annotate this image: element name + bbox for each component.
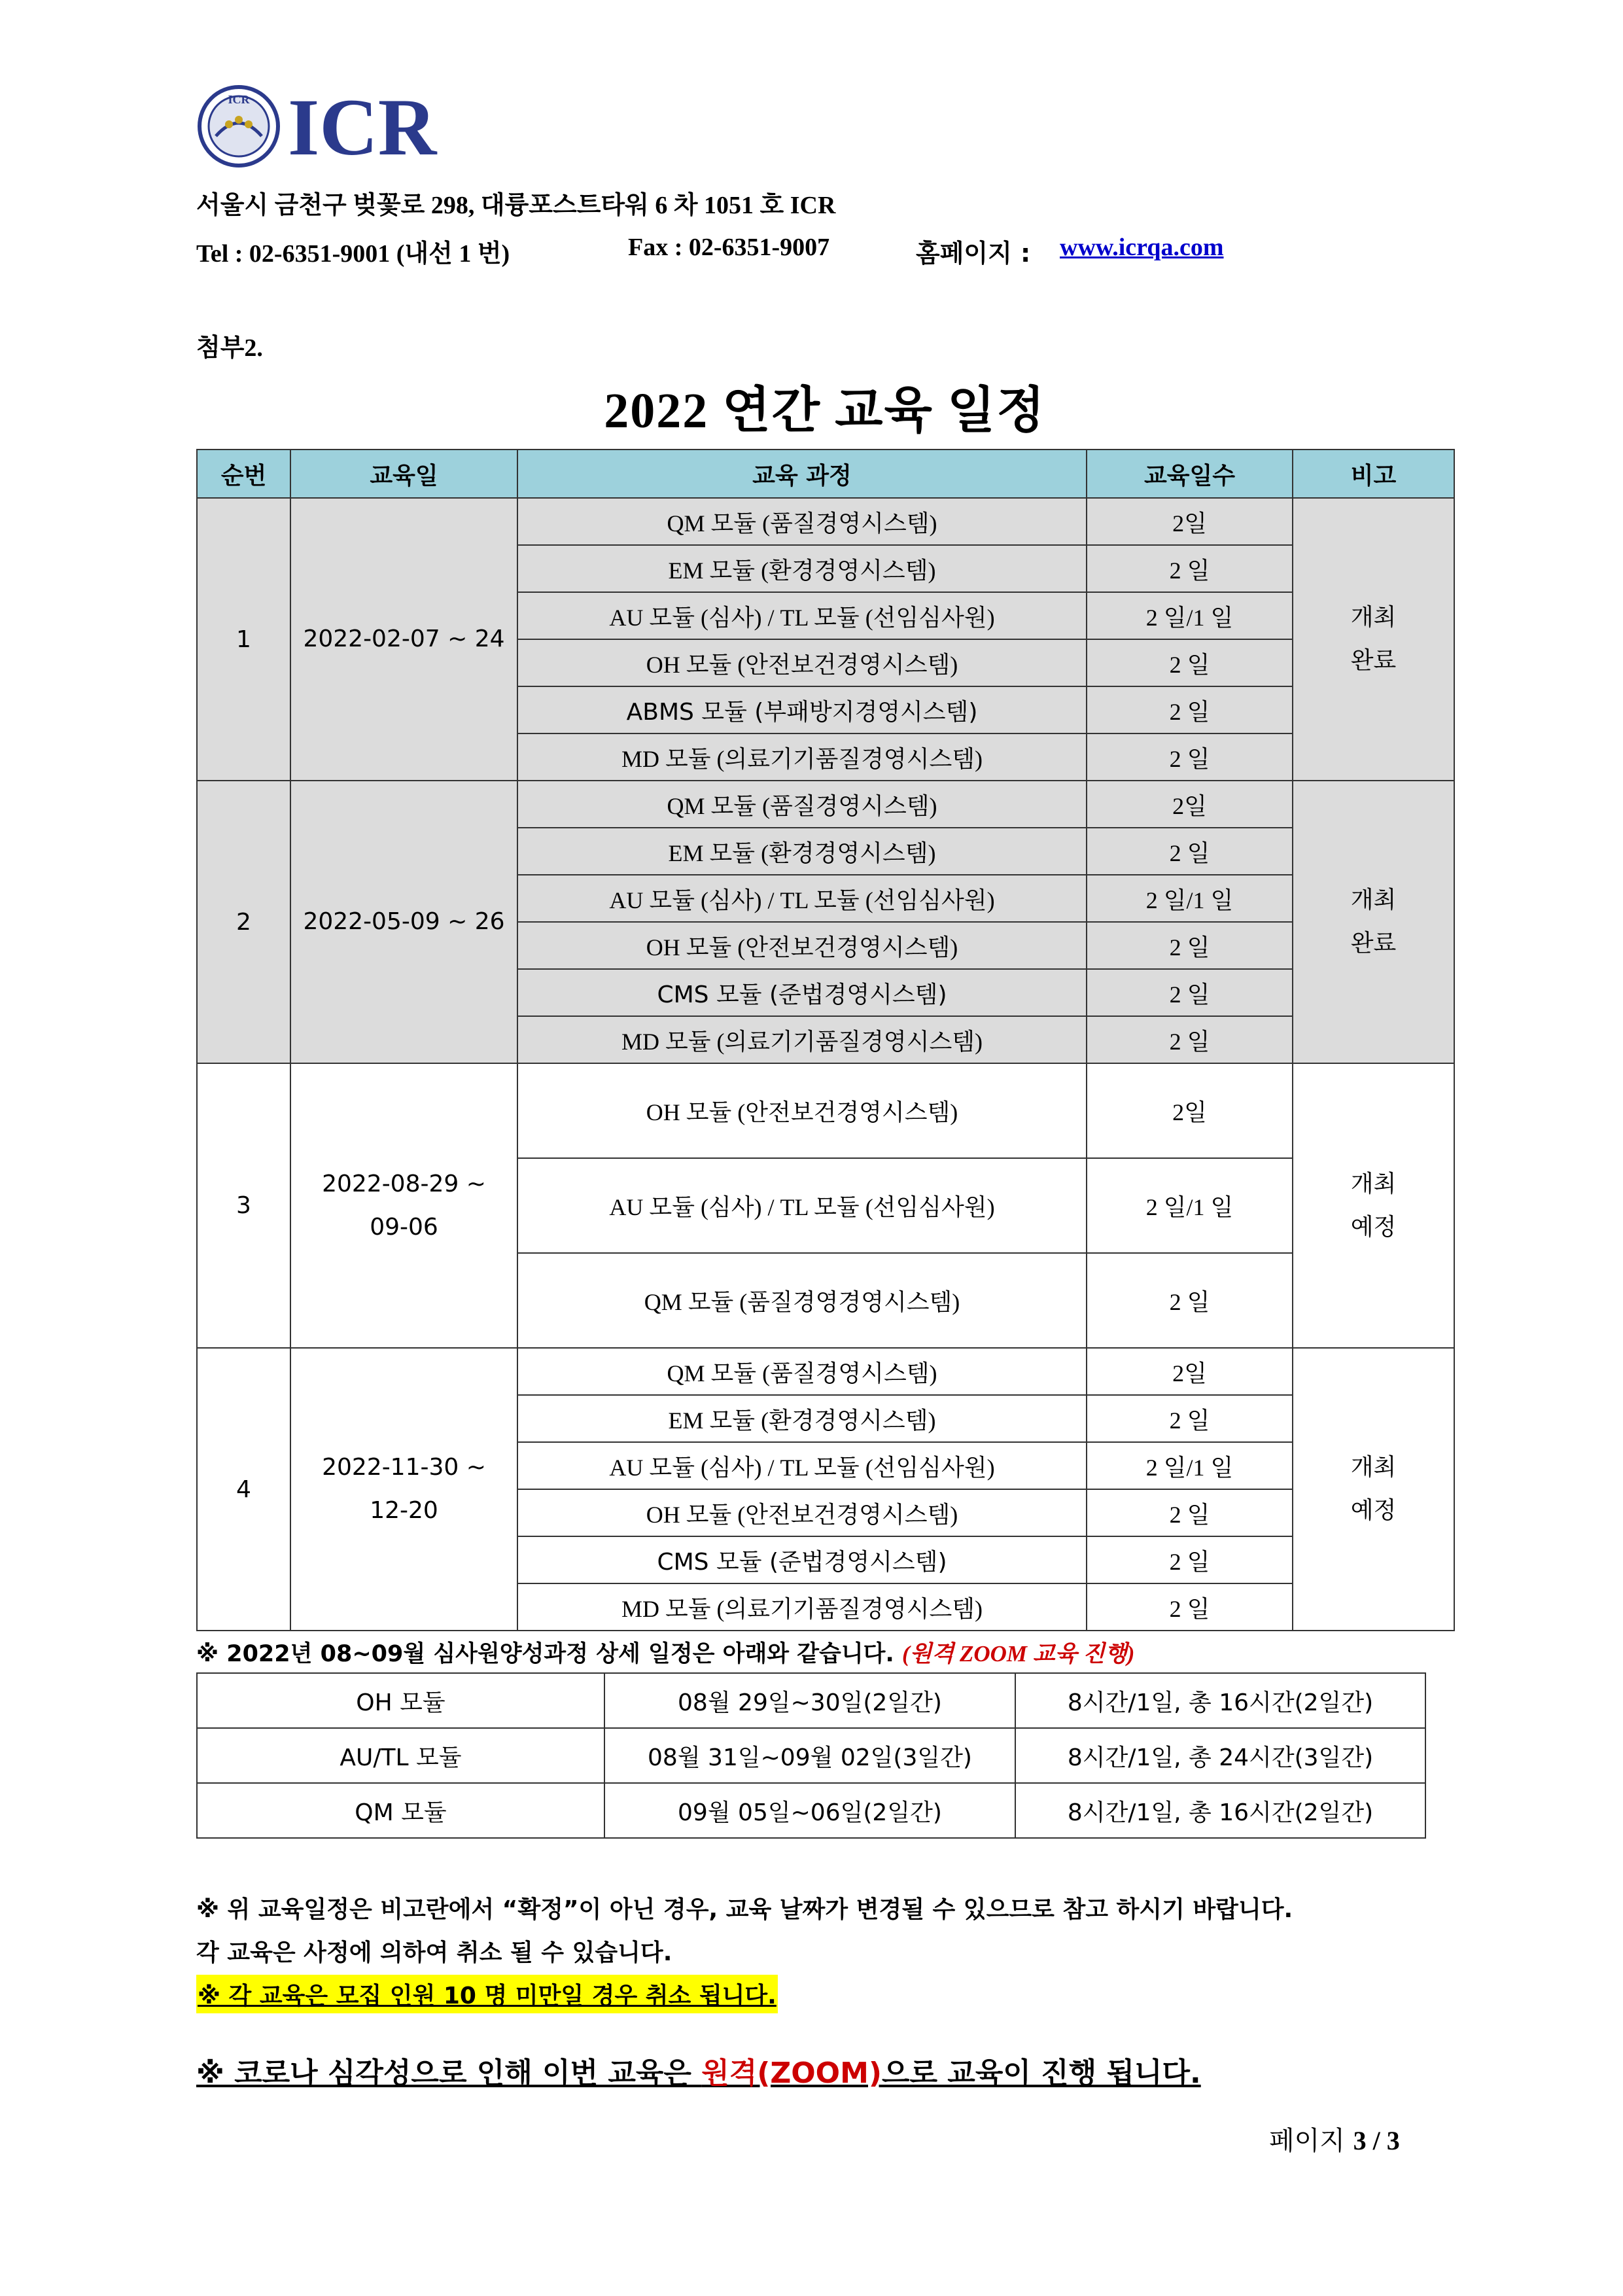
round-number: 2 [197, 781, 290, 1063]
course-name: EM 모듈 (환경경영시스템) [517, 1395, 1087, 1442]
course-days: 2 일 [1087, 1536, 1293, 1583]
course-days: 2 일 [1087, 686, 1293, 733]
zoom-module: AU/TL 모듈 [197, 1728, 604, 1783]
round-remark: 개최 완료 [1293, 498, 1454, 781]
course-days: 2 일 [1087, 639, 1293, 686]
course-name: MD 모듈 (의료기기품질경영시스템) [517, 1583, 1087, 1631]
homepage-label: 홈페이지 : [916, 239, 1031, 268]
table-row [197, 1673, 1425, 1728]
course-name: AU 모듈 (심사) / TL 모듈 (선임심사원) [517, 875, 1087, 922]
course-name: MD 모듈 (의료기기품질경영시스템) [517, 733, 1087, 781]
fax-number: Fax : 02-6351-9007 [628, 234, 830, 261]
course-name: EM 모듈 (환경경영시스템) [517, 828, 1087, 875]
course-days: 2 일 [1087, 733, 1293, 781]
company-logo [196, 84, 471, 169]
page-title: 2022 연간 교육 일정 [604, 383, 1046, 438]
course-name: OH 모듈 (안전보건경영시스템) [517, 639, 1087, 686]
zoom-note-text: ※ 2022년 08~09월 심사원양성과정 상세 일정은 아래와 같습니다. [196, 1641, 894, 1667]
notice-schedule-change: ※ 위 교육일정은 비고란에서 “확정”이 아닌 경우, 교육 날짜가 변경될 수 있으므로 참고 하시기 바랍니다. [196, 1896, 1293, 1923]
round-number: 1 [197, 498, 290, 781]
course-days: 2 일/1 일 [1087, 1442, 1293, 1489]
zoom-note-highlight: (원격 ZOOM 교육 진행) [901, 1641, 1135, 1667]
header-remark: 비고 [1293, 450, 1454, 498]
table-row [197, 1348, 1454, 1395]
course-days: 2 일 [1087, 1016, 1293, 1063]
course-name: QM 모듈 (품질경영시스템) [517, 1348, 1087, 1395]
round-remark: 개최 예정 [1293, 1063, 1454, 1348]
round-date: 2022-05-09 ~ 26 [290, 781, 517, 1063]
course-days: 2일 [1087, 1348, 1293, 1395]
course-name: CMS 모듈 (준법경영시스템) [517, 1536, 1087, 1583]
table-row [197, 1783, 1425, 1838]
round-number: 3 [197, 1063, 290, 1348]
round-number: 4 [197, 1348, 290, 1631]
round-remark: 개최 예정 [1293, 1348, 1454, 1631]
course-days: 2 일 [1087, 1489, 1293, 1536]
course-days: 2 일/1 일 [1087, 1158, 1293, 1253]
round-date: 2022-08-29 ~ 09-06 [290, 1063, 517, 1348]
course-days: 2 일/1 일 [1087, 875, 1293, 922]
course-name: CMS 모듈 (준법경영시스템) [517, 969, 1087, 1016]
notice-remote-zoom: ※ 코로나 심각성으로 인해 이번 교육은 원격(ZOOM)으로 교육이 진행 됩니다. [196, 2057, 1201, 2090]
tel-number: Tel : 02-6351-9001 (내선 1 번) [196, 240, 510, 268]
course-days: 2 일 [1087, 969, 1293, 1016]
schedule-header-row [197, 450, 1454, 498]
round-date: 2022-02-07 ~ 24 [290, 498, 517, 781]
course-days: 2일 [1087, 1063, 1293, 1158]
schedule-table [196, 449, 1455, 1631]
header-days: 교육일수 [1087, 450, 1293, 498]
course-days: 2 일 [1087, 1583, 1293, 1631]
round-date: 2022-11-30 ~ 12-20 [290, 1348, 517, 1631]
course-days: 2일 [1087, 498, 1293, 545]
page-number: 페이지 3 / 3 [1269, 2126, 1400, 2156]
course-name: QM 모듈 (품질경영시스템) [517, 498, 1087, 545]
table-row [197, 1063, 1454, 1158]
course-days: 2 일 [1087, 922, 1293, 969]
zoom-hours: 8시간/1일, 총 16시간(2일간) [1015, 1783, 1425, 1838]
course-name: AU 모듈 (심사) / TL 모듈 (선임심사원) [517, 1158, 1087, 1253]
zoom-module: QM 모듈 [197, 1783, 604, 1838]
zoom-hours: 8시간/1일, 총 16시간(2일간) [1015, 1673, 1425, 1728]
company-address: 서울시 금천구 벚꽃로 298, 대륭포스트타워 6 차 1051 호 ICR [196, 192, 836, 219]
course-name: QM 모듈 (품질경영경영시스템) [517, 1253, 1087, 1348]
zoom-period: 09월 05일~06일(2일간) [604, 1783, 1015, 1838]
course-days: 2 일 [1087, 1395, 1293, 1442]
course-name: EM 모듈 (환경경영시스템) [517, 545, 1087, 592]
course-days: 2일 [1087, 781, 1293, 828]
course-name: ABMS 모듈 (부패방지경영시스템) [517, 686, 1087, 733]
zoom-schedule-note [196, 1636, 1134, 1669]
course-name: AU 모듈 (심사) / TL 모듈 (선임심사원) [517, 1442, 1087, 1489]
course-days: 2 일 [1087, 545, 1293, 592]
course-name: MD 모듈 (의료기기품질경영시스템) [517, 1016, 1087, 1063]
course-name: QM 모듈 (품질경영시스템) [517, 781, 1087, 828]
table-row [197, 498, 1454, 545]
zoom-detail-table [196, 1672, 1426, 1839]
course-days: 2 일/1 일 [1087, 592, 1293, 639]
svg-text:ICR: ICR [228, 93, 250, 106]
header-date: 교육일 [290, 450, 517, 498]
homepage-link[interactable]: www.icrqa.com [1060, 234, 1224, 261]
course-days: 2 일 [1087, 1253, 1293, 1348]
notice-min-enrollment: ※ 각 교육은 모집 인원 10 명 미만일 경우 취소 됩니다. [196, 1975, 778, 2013]
header-no: 순번 [197, 450, 290, 498]
course-name: OH 모듈 (안전보건경영시스템) [517, 1489, 1087, 1536]
table-row [197, 781, 1454, 828]
header-course: 교육 과정 [517, 450, 1087, 498]
table-row [197, 1728, 1425, 1783]
zoom-period: 08월 29일~30일(2일간) [604, 1673, 1015, 1728]
zoom-module: OH 모듈 [197, 1673, 604, 1728]
course-days: 2 일 [1087, 828, 1293, 875]
zoom-period: 08월 31일~09월 02일(3일간) [604, 1728, 1015, 1783]
course-name: OH 모듈 (안전보건경영시스템) [517, 1063, 1087, 1158]
course-name: AU 모듈 (심사) / TL 모듈 (선임심사원) [517, 592, 1087, 639]
round-remark: 개최 완료 [1293, 781, 1454, 1063]
notice-cancel: 각 교육은 사정에 의하여 취소 될 수 있습니다. [196, 1939, 672, 1966]
logo-wordmark: ICR [288, 84, 437, 169]
attachment-label: 첨부2. [196, 334, 263, 362]
zoom-hours: 8시간/1일, 총 24시간(3일간) [1015, 1728, 1425, 1783]
course-name: OH 모듈 (안전보건경영시스템) [517, 922, 1087, 969]
